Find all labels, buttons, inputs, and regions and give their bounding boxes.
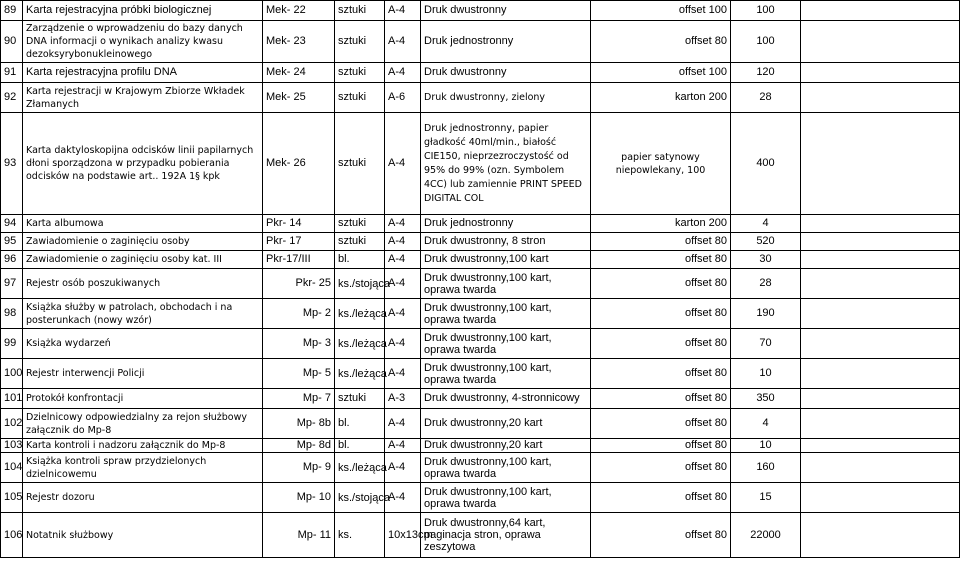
form-name: Książka służby w patrolach, obchodach i na posterunkach (nowy wzór)	[23, 299, 263, 329]
form-format: 10x13cm	[385, 513, 421, 558]
form-format: A-4	[385, 299, 421, 329]
form-print: Druk dwustronny, 4-stronnicowy	[421, 389, 591, 409]
form-quantity: 28	[731, 83, 801, 113]
table-row	[1, 359, 960, 389]
empty-cell	[801, 269, 960, 299]
form-code: Mp- 2	[263, 299, 335, 329]
form-format: A-4	[385, 113, 421, 215]
form-name: Dzielnicowy odpowiedzialny za rejon służbowy załącznik do Mp-8	[23, 409, 263, 439]
form-name: Zarządzenie o wprowadzeniu do bazy danych DNA informacji o wynikach analizy kwasu dezoksyrybonukleinowego	[23, 21, 263, 63]
form-quantity: 190	[731, 299, 801, 329]
form-paper: offset 80	[591, 359, 731, 389]
empty-cell	[801, 453, 960, 483]
form-format: A-4	[385, 483, 421, 513]
form-code: Mek- 25	[263, 83, 335, 113]
form-code: Mek- 23	[263, 21, 335, 63]
form-code: Mek- 26	[263, 113, 335, 215]
form-code: Mp- 8d	[263, 439, 335, 453]
row-number: 105	[1, 483, 23, 513]
form-print: Druk dwustronny,20 kart	[421, 439, 591, 453]
form-name: Zawiadomienie o zaginięciu osoby	[23, 233, 263, 251]
row-number: 104	[1, 453, 23, 483]
table-row	[1, 21, 960, 63]
row-number: 90	[1, 21, 23, 63]
row-number: 94	[1, 215, 23, 233]
row-number: 96	[1, 251, 23, 269]
form-paper: offset 100	[591, 1, 731, 21]
row-number: 89	[1, 1, 23, 21]
form-paper: offset 80	[591, 389, 731, 409]
form-paper: offset 80	[591, 233, 731, 251]
form-paper: offset 80	[591, 513, 731, 558]
form-format: A-3	[385, 389, 421, 409]
form-print: Druk dwustronny,100 kart, oprawa twarda	[421, 453, 591, 483]
row-number: 98	[1, 299, 23, 329]
form-format: A-6	[385, 83, 421, 113]
row-number: 102	[1, 409, 23, 439]
table-row	[1, 1, 960, 21]
form-format: A-4	[385, 1, 421, 21]
form-name: Rejestr osób poszukiwanych	[23, 269, 263, 299]
form-paper: papier satynowy niepowlekany, 100	[591, 113, 731, 215]
empty-cell	[801, 233, 960, 251]
form-unit: sztuki	[335, 83, 385, 113]
form-code: Mp- 7	[263, 389, 335, 409]
row-number: 95	[1, 233, 23, 251]
form-code: Mp- 3	[263, 329, 335, 359]
form-print: Druk dwustronny, zielony	[421, 83, 591, 113]
table-row	[1, 113, 960, 215]
empty-cell	[801, 113, 960, 215]
form-quantity: 350	[731, 389, 801, 409]
form-unit: ks./stojąca	[335, 483, 385, 513]
row-number: 92	[1, 83, 23, 113]
form-unit: sztuki	[335, 21, 385, 63]
empty-cell	[801, 63, 960, 83]
empty-cell	[801, 215, 960, 233]
table-row	[1, 63, 960, 83]
form-print: Druk dwustronny,100 kart, oprawa twarda	[421, 269, 591, 299]
form-quantity: 10	[731, 359, 801, 389]
form-paper: offset 80	[591, 299, 731, 329]
row-number: 99	[1, 329, 23, 359]
form-code: Mp- 5	[263, 359, 335, 389]
form-quantity: 4	[731, 215, 801, 233]
form-unit: ks./leżąca	[335, 329, 385, 359]
form-format: A-4	[385, 233, 421, 251]
empty-cell	[801, 299, 960, 329]
empty-cell	[801, 251, 960, 269]
form-paper: offset 80	[591, 251, 731, 269]
form-print: Druk dwustronny,100 kart	[421, 251, 591, 269]
row-number: 93	[1, 113, 23, 215]
form-unit: sztuki	[335, 1, 385, 21]
form-quantity: 120	[731, 63, 801, 83]
form-name: Karta rejestracji w Krajowym Zbiorze Wkładek Złamanych	[23, 83, 263, 113]
row-number: 106	[1, 513, 23, 558]
form-paper: offset 80	[591, 439, 731, 453]
form-quantity: 28	[731, 269, 801, 299]
form-unit: sztuki	[335, 215, 385, 233]
form-unit: ks./leżąca	[335, 299, 385, 329]
form-print: Druk jednostronny	[421, 21, 591, 63]
form-unit: sztuki	[335, 389, 385, 409]
table-row	[1, 215, 960, 233]
form-code: Pkr- 14	[263, 215, 335, 233]
form-format: A-4	[385, 439, 421, 453]
form-format: A-4	[385, 251, 421, 269]
form-paper: karton 200	[591, 83, 731, 113]
row-number: 97	[1, 269, 23, 299]
form-name: Karta albumowa	[23, 215, 263, 233]
form-unit: bl.	[335, 439, 385, 453]
form-quantity: 400	[731, 113, 801, 215]
form-format: A-4	[385, 63, 421, 83]
form-code: Mp- 8b	[263, 409, 335, 439]
form-paper: offset 80	[591, 409, 731, 439]
table-row	[1, 329, 960, 359]
table-row	[1, 233, 960, 251]
form-name: Książka wydarzeń	[23, 329, 263, 359]
form-name: Zawiadomienie o zaginięciu osoby kat. III	[23, 251, 263, 269]
form-paper: offset 80	[591, 269, 731, 299]
form-print: Druk dwustronny	[421, 1, 591, 21]
form-unit: ks./leżąca	[335, 453, 385, 483]
form-print: Druk dwustronny	[421, 63, 591, 83]
form-name: Notatnik służbowy	[23, 513, 263, 558]
form-code: Pkr-17/III	[263, 251, 335, 269]
form-name: Karta kontroli i nadzoru załącznik do Mp-8	[23, 439, 263, 453]
table-row	[1, 269, 960, 299]
form-paper: offset 80	[591, 329, 731, 359]
form-unit: ks./stojąca	[335, 269, 385, 299]
form-quantity: 160	[731, 453, 801, 483]
form-quantity: 4	[731, 409, 801, 439]
form-paper: offset 100	[591, 63, 731, 83]
form-unit: ks./leżąca	[335, 359, 385, 389]
row-number: 101	[1, 389, 23, 409]
form-code: Mek- 24	[263, 63, 335, 83]
form-name: Protokół konfrontacji	[23, 389, 263, 409]
form-quantity: 22000	[731, 513, 801, 558]
form-print: Druk dwustronny,100 kart, oprawa twarda	[421, 329, 591, 359]
form-name: Karta rejestracyjna profilu DNA	[23, 63, 263, 83]
form-code: Mp- 9	[263, 453, 335, 483]
form-code: Pkr- 25	[263, 269, 335, 299]
form-quantity: 70	[731, 329, 801, 359]
form-quantity: 100	[731, 1, 801, 21]
empty-cell	[801, 409, 960, 439]
form-format: A-4	[385, 453, 421, 483]
form-code: Mek- 22	[263, 1, 335, 21]
form-unit: ks.	[335, 513, 385, 558]
form-quantity: 15	[731, 483, 801, 513]
table-row	[1, 513, 960, 558]
form-paper: offset 80	[591, 21, 731, 63]
form-format: A-4	[385, 329, 421, 359]
form-paper: offset 80	[591, 453, 731, 483]
table-row	[1, 83, 960, 113]
form-name: Rejestr interwencji Policji	[23, 359, 263, 389]
form-format: A-4	[385, 409, 421, 439]
form-code: Mp- 11	[263, 513, 335, 558]
form-name: Karta daktyloskopijna odcisków linii papilarnych dłoni sporządzona w przypadku pobierania odcisków na podstawie art.. 192A 1§ kpk	[23, 113, 263, 215]
empty-cell	[801, 83, 960, 113]
form-quantity: 100	[731, 21, 801, 63]
form-code: Pkr- 17	[263, 233, 335, 251]
row-number: 100	[1, 359, 23, 389]
table-row	[1, 453, 960, 483]
empty-cell	[801, 513, 960, 558]
form-name: Książka kontroli spraw przydzielonych dzielnicowemu	[23, 453, 263, 483]
form-print: Druk dwustronny, 8 stron	[421, 233, 591, 251]
form-paper: karton 200	[591, 215, 731, 233]
empty-cell	[801, 389, 960, 409]
form-quantity: 10	[731, 439, 801, 453]
table-row	[1, 389, 960, 409]
form-quantity: 520	[731, 233, 801, 251]
table-row	[1, 251, 960, 269]
form-unit: sztuki	[335, 63, 385, 83]
empty-cell	[801, 329, 960, 359]
form-format: A-4	[385, 359, 421, 389]
form-paper: offset 80	[591, 483, 731, 513]
form-unit: bl.	[335, 409, 385, 439]
form-print: Druk jednostronny	[421, 215, 591, 233]
empty-cell	[801, 359, 960, 389]
form-unit: bl.	[335, 251, 385, 269]
form-print: Druk jednostronny, papier gładkość 40ml/min., białość CIE150, nieprzezroczystość od 95% do 99% (ozn. Symbolem 4CC) lub zamiennie PRINT SPEED DIGITAL COL	[421, 113, 591, 215]
form-print: Druk dwustronny,100 kart, oprawa twarda	[421, 359, 591, 389]
form-quantity: 30	[731, 251, 801, 269]
form-print: Druk dwustronny,20 kart	[421, 409, 591, 439]
form-print: Druk dwustronny,64 kart, paginacja stron, oprawa zeszytowa	[421, 513, 591, 558]
empty-cell	[801, 483, 960, 513]
form-format: A-4	[385, 269, 421, 299]
table-row	[1, 409, 960, 439]
empty-cell	[801, 439, 960, 453]
form-format: A-4	[385, 215, 421, 233]
table-row	[1, 483, 960, 513]
form-format: A-4	[385, 21, 421, 63]
form-name: Karta rejestracyjna próbki biologicznej	[23, 1, 263, 21]
table-row	[1, 299, 960, 329]
table-row	[1, 439, 960, 453]
form-print: Druk dwustronny,100 kart, oprawa twarda	[421, 299, 591, 329]
empty-cell	[801, 21, 960, 63]
empty-cell	[801, 1, 960, 21]
row-number: 91	[1, 63, 23, 83]
form-code: Mp- 10	[263, 483, 335, 513]
form-print: Druk dwustronny,100 kart, oprawa twarda	[421, 483, 591, 513]
row-number: 103	[1, 439, 23, 453]
form-name: Rejestr dozoru	[23, 483, 263, 513]
form-unit: sztuki	[335, 113, 385, 215]
form-unit: sztuki	[335, 233, 385, 251]
